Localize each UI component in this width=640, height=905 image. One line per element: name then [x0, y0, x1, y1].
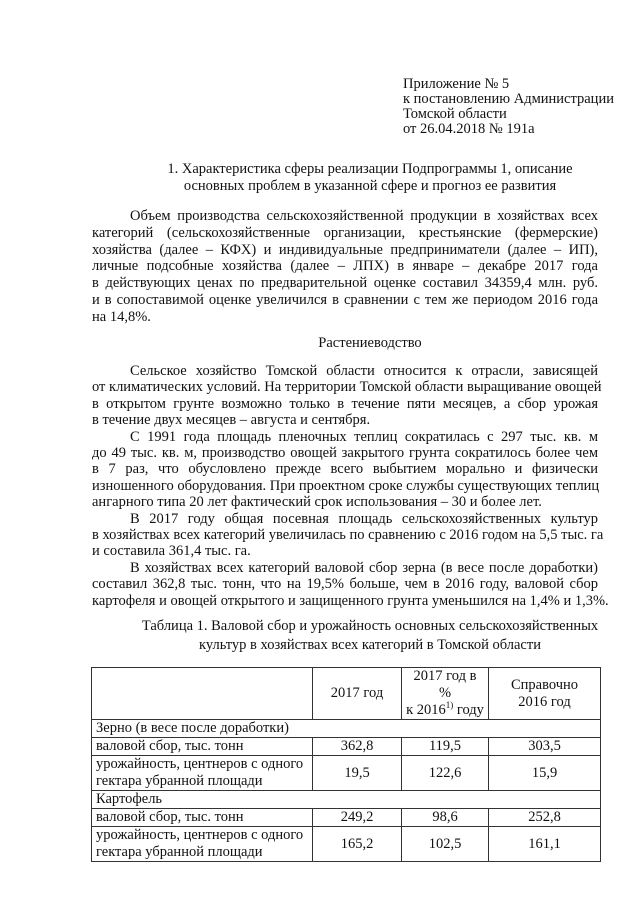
- value-2016: 252,8: [489, 809, 601, 827]
- value-percent: 119,5: [402, 738, 489, 756]
- text-line: от климатических условий. На территории Томской области выращивание овощей: [92, 379, 602, 396]
- text-line: Сельское хозяйство Томской области относится к отрасли, зависящей: [130, 363, 598, 379]
- text-line: и составила 361,4 тыс. га.: [92, 543, 251, 560]
- text-line: в хозяйствах всех категорий увеличилась по сравнению с 2016 годом на 5,5 тыс. га: [92, 527, 604, 543]
- header-text: 2016 год: [518, 693, 571, 710]
- appendix-line: к постановлению Администрации: [403, 91, 614, 107]
- text-line: категорий (сельскохозяйственные организации, крестьянские (фермерские): [92, 224, 598, 241]
- text-line: изношенного оборудования. При проектном сроке службы существующих теплиц: [92, 477, 600, 494]
- heading-line: основных проблем в указанной сфере и прогноз ее развития: [183, 177, 557, 194]
- text-line: В хозяйствах всех категорий валовой сбор зерна (в весе после доработки): [130, 559, 598, 576]
- group-row: [92, 720, 601, 738]
- paragraph-2: [92, 363, 602, 429]
- caption-line: Таблица 1. Валовой сбор и урожайность основных сельскохозяйственных: [141, 618, 599, 634]
- heading-line: 1. Характеристика сферы реализации Подпрограммы 1, описание: [167, 161, 573, 177]
- group-row: [92, 791, 601, 809]
- table-row: [92, 827, 601, 862]
- text-line: в открытом грунте возможно только в течение пяти месяцев, а сбор урожая: [92, 395, 598, 412]
- appendix-note: [403, 77, 614, 137]
- crops-table: [91, 667, 601, 862]
- text-line: в действующих ценах по предварительной оценке составил 34359,4 млн. руб.: [92, 275, 598, 292]
- text-line: С 1991 года площадь пленочных теплиц сократилась с 297 тыс. кв. м: [130, 428, 598, 445]
- value-2017: 165,2: [313, 827, 402, 862]
- header-2017: 2017 год: [313, 668, 402, 720]
- value-percent: 98,6: [402, 809, 489, 827]
- appendix-line: от 26.04.2018 № 191а: [403, 121, 535, 137]
- text-line: на 14,8%.: [92, 308, 151, 325]
- text-line: составил 362,8 тыс. тонн, что на 19,5% больше, чем в 2016 году, валовой сбор: [92, 576, 598, 593]
- header-text: Справочно: [510, 676, 579, 693]
- table-row: [92, 738, 601, 756]
- text-line: картофеля и овощей открытого и защищенного грунта уменьшился на 1,4% и 1,3%.: [92, 592, 609, 609]
- table-caption: [92, 617, 640, 655]
- text-line: ангарного типа 20 лет фактический срок использования – 30 и более лет.: [92, 494, 542, 511]
- value-2016: 161,1: [489, 827, 601, 862]
- text-line: Объем производства сельскохозяйственной продукции в хозяйствах всех: [130, 208, 598, 224]
- value-percent: 122,6: [402, 756, 489, 791]
- row-label: урожайность, центнеров с одного гектара убранной площади: [92, 756, 313, 791]
- caption-line: культур в хозяйствах всех категорий в Томской области: [199, 637, 541, 653]
- text-line: в течение двух месяцев – августа и сентября.: [92, 412, 371, 429]
- paragraph-1: [92, 208, 598, 326]
- row-label: урожайность, центнеров с одного гектара убранной площади: [92, 827, 313, 862]
- paragraph-5: [92, 559, 609, 609]
- table-header-row: [92, 668, 601, 720]
- header-text: 2017 год в %: [413, 668, 477, 701]
- text-line: и в сопоставимой оценке увеличился в сравнении с тем же периодом 2016 года: [92, 291, 598, 308]
- header-2016: [489, 668, 601, 720]
- text-line: хозяйства (далее – КФХ) и индивидуальные предприниматели (далее – ИП),: [92, 241, 598, 258]
- text-line: до 49 тыс. кв. м, производство овощей закрытого грунта сократилось более чем: [92, 445, 598, 461]
- value-2017: 19,5: [313, 756, 402, 791]
- header-empty: [92, 668, 313, 720]
- section-heading: [92, 161, 640, 194]
- row-label: валовой сбор, тыс. тонн: [92, 738, 313, 756]
- value-percent: 102,5: [402, 827, 489, 862]
- paragraph-4: [92, 510, 604, 560]
- table-row: [92, 756, 601, 791]
- subsection-title: Растениеводство: [318, 335, 422, 351]
- row-label: валовой сбор, тыс. тонн: [92, 809, 313, 827]
- value-2017: 362,8: [313, 738, 402, 756]
- table-row: [92, 809, 601, 827]
- text-line: личные подсобные хозяйства (далее – ЛПХ) в январе – декабре 2017 года: [92, 258, 598, 275]
- footnote-mark: 1): [445, 700, 454, 711]
- value-2016: 15,9: [489, 756, 601, 791]
- appendix-line: Томской области: [403, 106, 507, 122]
- text-line: в 7 раз, что обусловлено прежде всего выбытием морально и физически: [92, 461, 598, 478]
- value-2017: 249,2: [313, 809, 402, 827]
- header-percent: [402, 668, 489, 720]
- header-text: году: [453, 702, 484, 718]
- paragraph-3: [92, 429, 598, 511]
- group-name: Картофель: [92, 791, 601, 809]
- appendix-line: Приложение № 5: [403, 76, 510, 92]
- text-line: В 2017 году общая посевная площадь сельскохозяйственных культур: [130, 510, 598, 527]
- group-name: Зерно (в весе после доработки): [92, 720, 601, 738]
- value-2016: 303,5: [489, 738, 601, 756]
- header-text: к 2016: [406, 702, 446, 718]
